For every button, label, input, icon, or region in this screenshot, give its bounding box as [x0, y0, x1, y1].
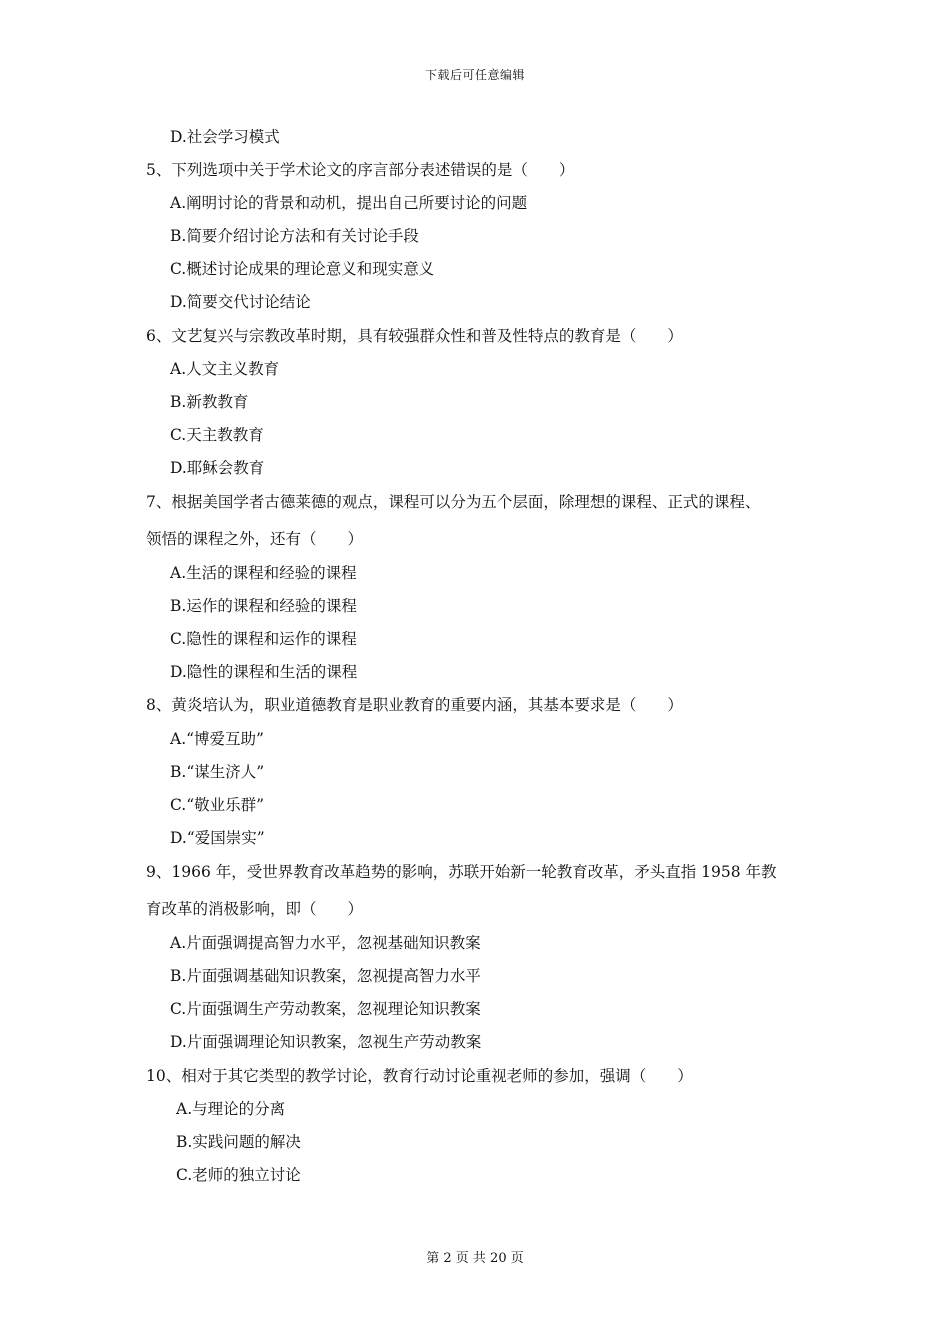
- option-line: B.实践问题的解决: [176, 1133, 301, 1151]
- question-line: 8、黄炎培认为，职业道德教育是职业教育的重要内涵，其基本要求是（ ）: [146, 696, 683, 714]
- option-line: B.新教教育: [170, 393, 249, 411]
- option-line: D.耶稣会教育: [170, 459, 265, 477]
- question-line-continued: 领悟的课程之外，还有（ ）: [146, 530, 364, 548]
- question-line: 6、文艺复兴与宗教改革时期，具有较强群众性和普及性特点的教育是（ ）: [146, 327, 683, 345]
- option-line: B.简要介绍讨论方法和有关讨论手段: [170, 227, 419, 245]
- option-line: B.片面强调基础知识教案，忽视提高智力水平: [170, 967, 481, 985]
- option-line: D.片面强调理论知识教案，忽视生产劳动教案: [170, 1033, 482, 1051]
- option-line: C.隐性的课程和运作的课程: [170, 630, 357, 648]
- option-line: A.人文主义教育: [170, 360, 280, 378]
- option-line: C.天主教教育: [170, 426, 264, 444]
- option-line: B.“谋生济人”: [170, 763, 265, 781]
- option-line: A.“博爱互助”: [170, 730, 264, 748]
- option-line: D.简要交代讨论结论: [170, 293, 311, 311]
- option-line: C.老师的独立讨论: [176, 1166, 301, 1184]
- option-line: D.“爱国崇实”: [170, 829, 265, 847]
- option-line: C.片面强调生产劳动教案，忽视理论知识教案: [170, 1000, 481, 1018]
- option-line: D.隐性的课程和生活的课程: [170, 663, 358, 681]
- question-line: 5、下列选项中关于学术论文的序言部分表述错误的是（ ）: [146, 161, 575, 179]
- option-line: D.社会学习模式: [170, 128, 280, 146]
- page-header: 下载后可任意编辑: [424, 68, 525, 82]
- question-line-continued: 育改革的消极影响，即（ ）: [146, 900, 364, 918]
- option-line: A.生活的课程和经验的课程: [170, 564, 357, 582]
- option-line: A.阐明讨论的背景和动机，提出自己所要讨论的问题: [170, 194, 528, 212]
- page-footer: 第 2 页 共 20 页: [426, 1251, 524, 1266]
- option-line: B.运作的课程和经验的课程: [170, 597, 357, 615]
- option-line: C.“敬业乐群”: [170, 796, 265, 814]
- question-line: 7、根据美国学者古德莱德的观点，课程可以分为五个层面，除理想的课程、正式的课程、: [146, 493, 761, 511]
- option-line: A.片面强调提高智力水平，忽视基础知识教案: [170, 934, 481, 952]
- question-line: 10、相对于其它类型的教学讨论，教育行动讨论重视老师的参加，强调（ ）: [146, 1067, 693, 1085]
- option-line: A.与理论的分离: [176, 1100, 286, 1118]
- option-line: C.概述讨论成果的理论意义和现实意义: [170, 260, 435, 278]
- question-line: 9、1966 年，受世界教育改革趋势的影响，苏联开始新一轮教育改革，矛头直指 1958 年教: [146, 863, 777, 881]
